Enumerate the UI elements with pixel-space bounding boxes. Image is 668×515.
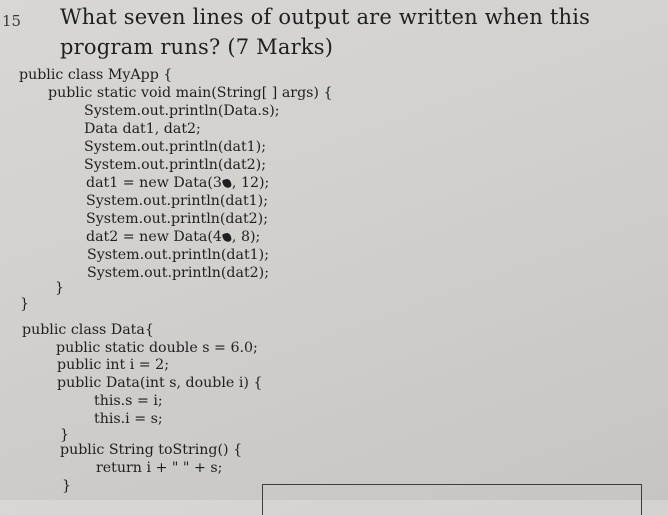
code-line: System.out.println(dat1); [84,139,266,155]
code-line: System.out.println(dat1); [86,193,268,209]
code-line: System.out.println(dat2); [84,157,266,173]
code-line [86,174,269,192]
code-line: public int i = 2; [57,357,169,373]
code-line: this.s = i; [94,393,163,409]
ink-blot-icon [222,232,232,243]
code-line: System.out.println(dat1); [87,247,269,263]
code-line: System.out.println(dat2); [87,265,269,281]
tostring-decl: public String toString() { [60,442,243,458]
code-fragment: dat1 = new Data(3 [86,175,222,191]
closing-brace: } [55,280,65,296]
myapp-class-decl: public class MyApp { [19,67,173,83]
question-number: 15 [2,12,22,30]
closing-brace: } [20,296,30,312]
code-line: this.i = s; [94,411,163,427]
code-line: Data dat1, dat2; [84,121,201,137]
code-line: System.out.println(dat2); [86,211,268,227]
code-line: System.out.println(Data.s); [84,103,280,119]
code-line: public static double s = 6.0; [56,340,258,356]
constructor-decl: public Data(int s, double i) { [57,375,263,391]
code-fragment: , 12); [231,175,270,191]
main-method-decl: public static void main(String[ ] args) { [48,85,333,101]
question-text: What seven lines of output are written when this program runs? (7 Marks) [60,5,591,59]
data-class-decl: public class Data{ [22,322,154,338]
code-line [86,228,260,246]
closing-brace: } [60,427,70,443]
code-line: return i + " " + s; [96,460,223,476]
closing-brace: } [62,478,72,494]
code-fragment: dat2 = new Data(4 [86,229,222,245]
code-fragment: , 8); [231,229,261,245]
ink-blot-icon [222,178,232,189]
